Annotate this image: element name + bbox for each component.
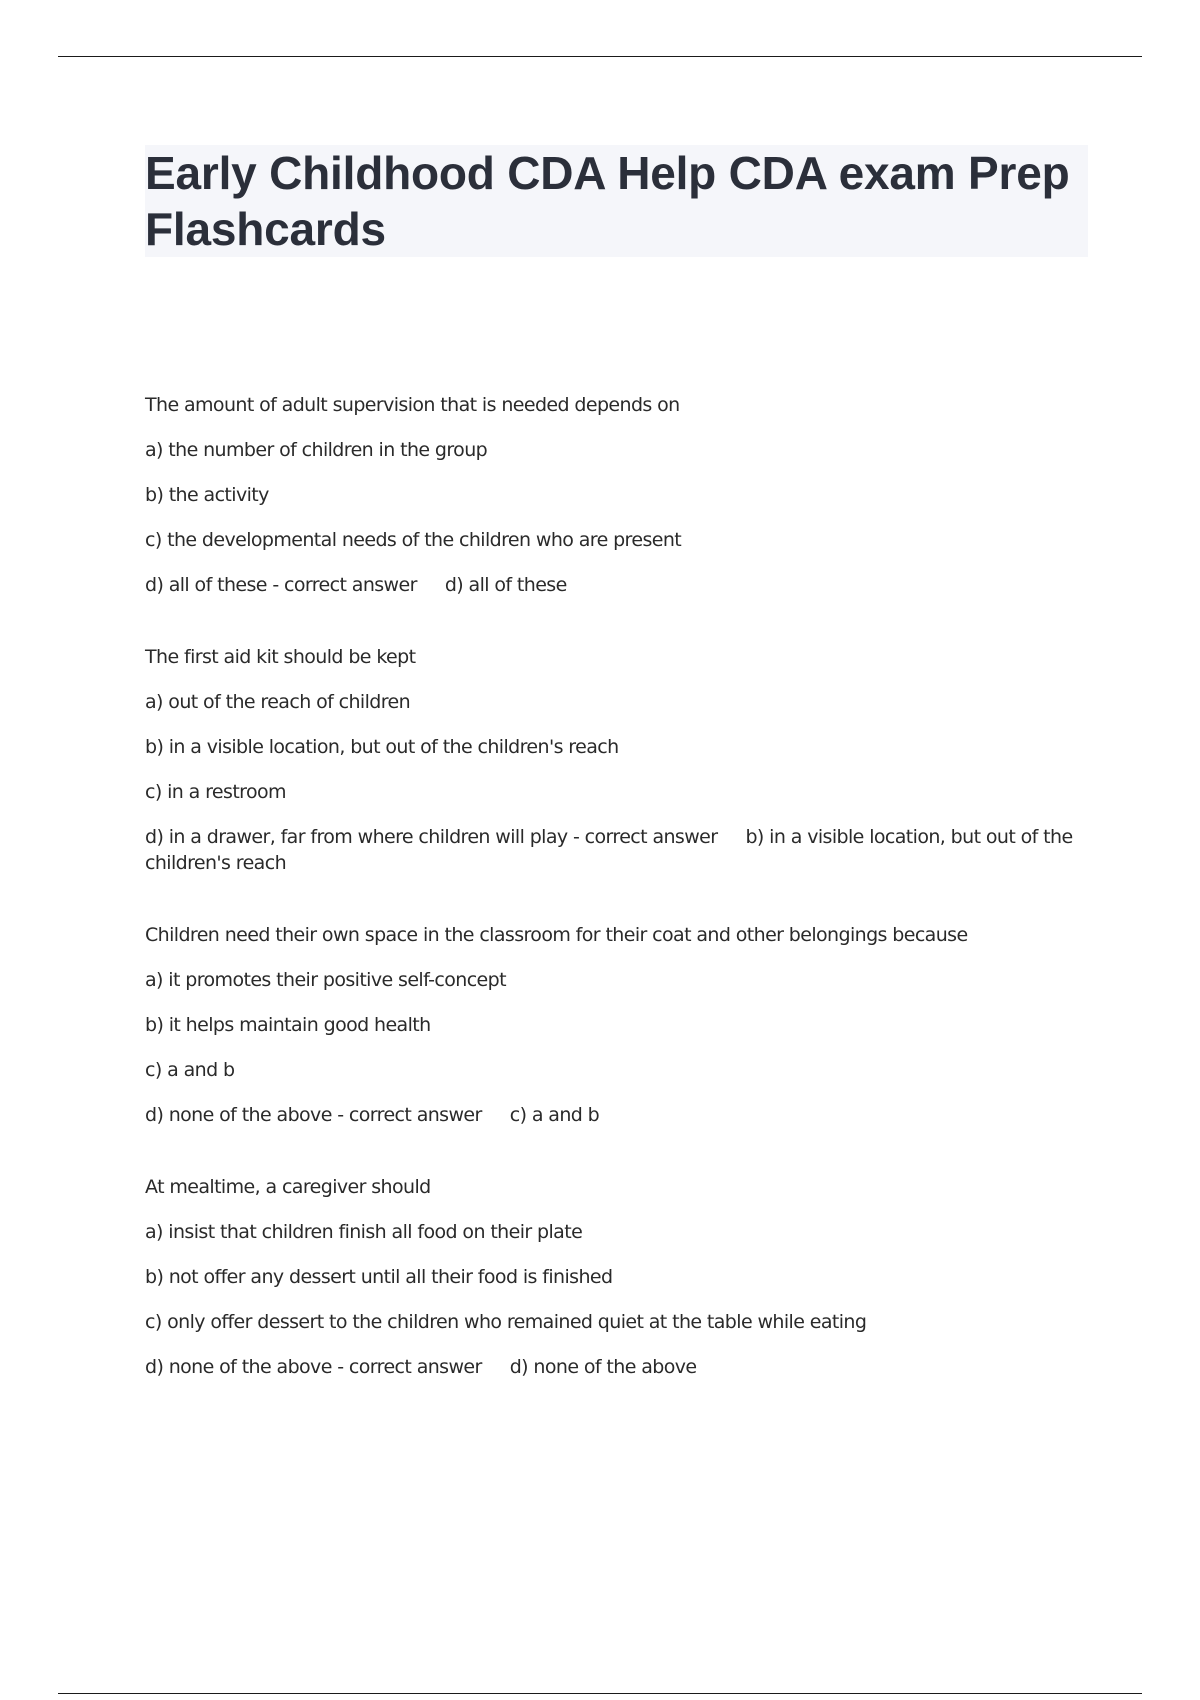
flashcard: [145, 922, 1090, 1128]
option-a: a) the number of children in the group: [145, 439, 488, 461]
option-c: c) a and b: [145, 1059, 235, 1081]
option-d: d) none of the above - correct answer: [145, 1356, 482, 1378]
bottom-rule: [58, 1693, 1142, 1694]
flashcard: [145, 644, 1090, 876]
option-a: a) insist that children finish all food on their plate: [145, 1221, 583, 1243]
flashcard-list: [145, 392, 1090, 1420]
correct-answer: c) a and b: [509, 1104, 600, 1126]
option-c: c) only offer dessert to the children who remained quiet at the table while eating: [145, 1311, 867, 1333]
question-text: At mealtime, a caregiver should: [145, 1176, 431, 1198]
option-d-with-answer: [145, 572, 1090, 598]
flashcard: [145, 1174, 1090, 1380]
option-b: b) it helps maintain good health: [145, 1014, 431, 1036]
document-title: Early Childhood CDA Help CDA exam Prep Flashcards: [145, 147, 1070, 255]
option-d: d) in a drawer, far from where children will play - correct answer: [145, 826, 718, 848]
option-b: b) in a visible location, but out of the children's reach: [145, 736, 619, 758]
correct-answer: d) all of these: [444, 574, 567, 596]
question-text: Children need their own space in the classroom for their coat and other belongings because: [145, 924, 968, 946]
question-text: The first aid kit should be kept: [145, 646, 416, 668]
correct-answer: b) in a visible location, but out of the children's reach: [145, 826, 1073, 874]
top-rule: [58, 56, 1142, 57]
title-banner: [145, 145, 1088, 257]
option-d-with-answer: [145, 1354, 1090, 1380]
option-b: b) not offer any dessert until all their food is finished: [145, 1266, 613, 1288]
option-b: b) the activity: [145, 484, 269, 506]
option-d: d) none of the above - correct answer: [145, 1104, 482, 1126]
option-d: d) all of these - correct answer: [145, 574, 417, 596]
option-d-with-answer: [145, 1102, 1090, 1128]
option-a: a) out of the reach of children: [145, 691, 411, 713]
question-text: The amount of adult supervision that is needed depends on: [145, 394, 680, 416]
option-c: c) the developmental needs of the children who are present: [145, 529, 682, 551]
correct-answer: d) none of the above: [509, 1356, 697, 1378]
option-a: a) it promotes their positive self-concept: [145, 969, 506, 991]
flashcard: [145, 392, 1090, 598]
option-d-with-answer: [145, 824, 1090, 876]
option-c: c) in a restroom: [145, 781, 286, 803]
